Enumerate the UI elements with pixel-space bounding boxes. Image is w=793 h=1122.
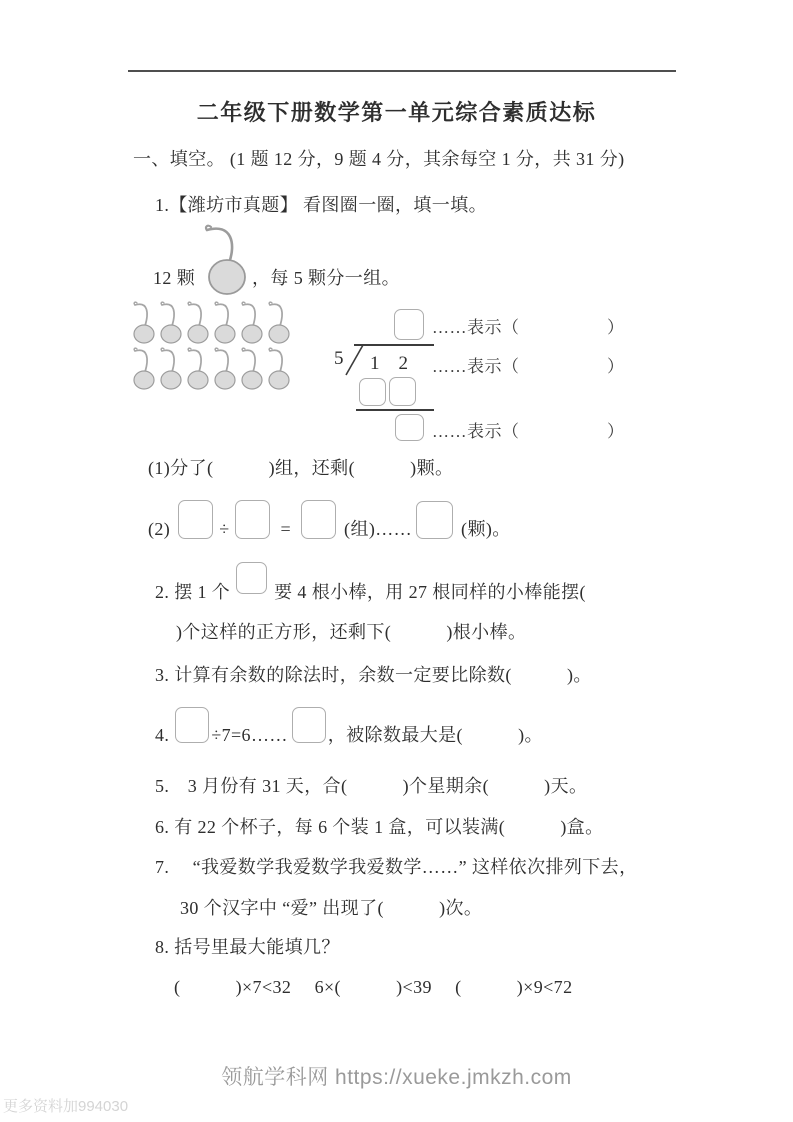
grouping-text: ，每 5 颗分一组。 <box>252 268 400 288</box>
question-1-sub1: (1)分了( )组，还剩( )颗。 <box>148 458 454 478</box>
division-bracket-icon <box>342 343 366 377</box>
q2-suffix: 要 4 根小棒，用 27 根同样的小棒能摆( <box>269 582 586 602</box>
question-8-expressions: ( )×7<32 6×( )<39 ( )×9<72 <box>174 977 573 997</box>
product-ones-answer-box <box>389 377 416 406</box>
dividend: 1 2 <box>370 353 409 374</box>
dividend-answer-box <box>178 500 213 539</box>
square-shape-box <box>236 562 267 594</box>
division-vinculum <box>354 344 434 346</box>
cherries-figure <box>131 299 301 400</box>
equals-sign: = <box>280 519 292 539</box>
question-3: 3. 计算有余数的除法时，余数一定要比除数( )。 <box>155 665 592 685</box>
divisor: 5 <box>334 348 344 369</box>
question-2-line2: )个这样的正方形，还剩下( )根小棒。 <box>176 622 527 642</box>
product-tens-answer-box <box>359 378 386 406</box>
question-8-header: 8. 括号里最大能填几？ <box>155 937 340 957</box>
division-label-2: ……表示（ ） <box>432 357 625 376</box>
long-division-diagram <box>330 303 690 453</box>
remainder-answer-box-2 <box>416 501 453 539</box>
question-1-header: 1.【潍坊市真题】 看图圈一圈，填一填。 <box>155 195 487 215</box>
question-1-sub2 <box>148 500 511 541</box>
unit-groups: (组)…… <box>344 519 413 539</box>
divide-sign: ÷ <box>219 519 230 539</box>
divisor-answer-box <box>235 500 270 539</box>
quotient-answer-box <box>394 309 424 340</box>
q4-dividend-box <box>175 707 209 743</box>
unit-pieces: (颗)。 <box>461 519 511 539</box>
division-label-3: ……表示（ ） <box>432 422 625 441</box>
division-label-1: ……表示（ ） <box>432 318 625 337</box>
question-6: 6. 有 22 个杯子，每 6 个装 1 盒，可以装满( )盒。 <box>155 817 604 837</box>
q4-prefix: 4. <box>155 725 170 745</box>
q4-remainder-box <box>292 707 326 743</box>
top-rule-divider <box>128 70 676 72</box>
q2-prefix: 2. 摆 1 个 <box>155 582 231 602</box>
q4-suffix: ，被除数最大是( )。 <box>327 725 543 745</box>
quotient-answer-box-2 <box>301 500 336 539</box>
q4-middle: ÷7=6…… <box>211 725 288 745</box>
remainder-answer-box <box>395 414 424 441</box>
question-7-line1: 7. “我爱数学我爱数学我爱数学……” 这样依次排列下去， <box>155 857 638 877</box>
cherry-count-text: 12 颗 <box>153 268 196 288</box>
watermark-text: 更多资料加994030 <box>3 1098 129 1115</box>
question-5: 5. 3 月份有 31 天，合( )个星期余( )天。 <box>155 776 588 796</box>
page-title: 二年级下册数学第一单元综合素质达标 <box>196 100 597 125</box>
cherry-icon <box>196 222 258 301</box>
sub2-prefix: (2) <box>148 519 171 539</box>
section-header: 一、填空。 (1 题 12 分，9 题 4 分，其余每空 1 分，共 31 分) <box>133 149 625 169</box>
question-7-line2: 30 个汉字中 “爱” 出现了( )次。 <box>180 898 483 918</box>
footer-site-text: 领航学科网 https://xueke.jmkzh.com <box>221 1066 572 1089</box>
subtraction-line <box>356 409 434 411</box>
question-2-line1 <box>155 562 586 604</box>
question-4 <box>155 707 543 747</box>
